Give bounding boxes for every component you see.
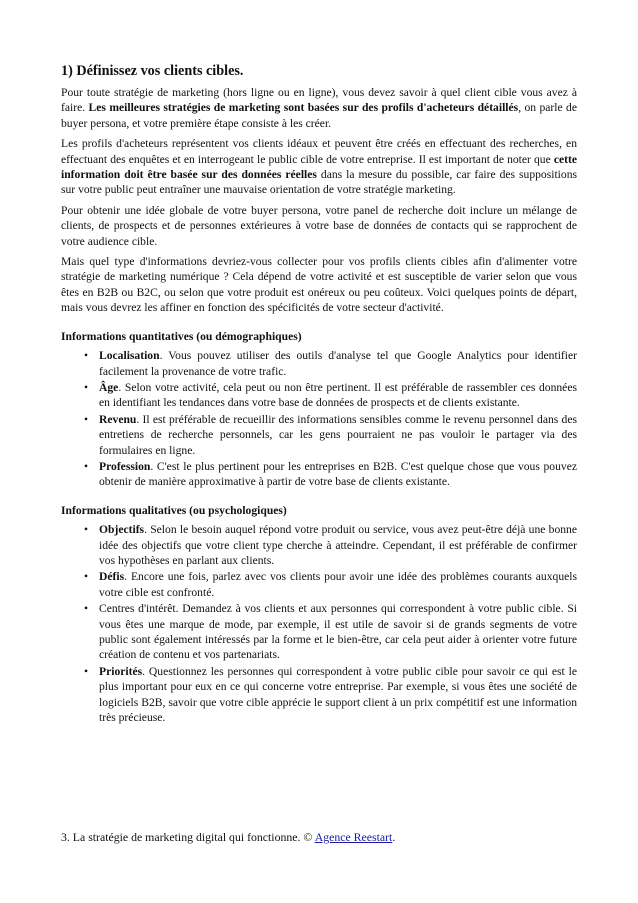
item-text: . Vous pouvez utiliser des outils d'analyse tel que Google Analytics pour identifier facilement la provenance de votre trafic. xyxy=(99,349,577,378)
bullet-icon: • xyxy=(84,523,89,537)
paragraph-information-types: Mais quel type d'informations devriez-vous collecter pour vos profils clients cibles afin d'alimenter votre stratégie de marketing numérique ? Cela dépend de votre activité et est susceptible de varier selon que vous êtes en B2B ou B2C, ou selon que votre produit est onéreux ou peu coûteux. Voici quelques points de départ, mais vous devrez les affiner en fonction des spécificités de votre secteur d'activité. xyxy=(61,255,577,315)
item-text: . Selon votre activité, cela peut ou non être pertinent. Il est préférable de rassembler ces données en identifiant les tendances dans votre base de données de prospects et de clients existante. xyxy=(99,380,577,410)
list-item xyxy=(61,380,577,411)
item-label: Revenu xyxy=(99,412,137,426)
text: Pour toute stratégie de marketing (hors ligne ou en ligne), vous devez savoir à quel client cible vous avez à faire. xyxy=(61,86,577,115)
item-text: Centres d'intérêt. Demandez à vos clients et aux personnes qui correspondent à votre public cible. Si vous êtes une marque de mode, par exemple, il est utile de savoir si de grands segments de votre public sont également intéressés par la forme et le bien-être, car cela peut aider à orienter votre future création de contenu et vos partenariats. xyxy=(99,602,577,662)
bullet-icon: • xyxy=(84,412,89,426)
item-label: Défis xyxy=(99,570,125,584)
item-text: . Questionnez les personnes qui correspondent à votre public cible pour savoir ce qui est le plus important pour eux en ce qui concerne votre entreprise. Par exemple, si vous êtes une société de logiciels B2B, savoir que votre cible apprécie le support client à un prix compétitif est une information très précieuse. xyxy=(99,664,577,725)
list-item xyxy=(61,412,577,458)
list-item xyxy=(61,569,577,600)
quantitative-title: Informations quantitatives (ou démographiques) xyxy=(61,329,302,343)
footer-caption xyxy=(61,829,577,845)
qualitative-list xyxy=(61,522,577,725)
item-text: . Il est préférable de recueillir des informations sensibles comme le revenu personnel dans des entretiens de recherche personnels, car les gens pourraient ne pas vouloir le partager via des formulaires en ligne. xyxy=(99,412,577,457)
footer-end: . xyxy=(392,830,396,844)
item-text: . C'est le plus pertinent pour les entreprises en B2B. C'est quelque chose que vous pouvez obtenir de manière approximative à partir de votre base de clients existante. xyxy=(99,459,577,489)
bullet-icon: • xyxy=(84,664,89,678)
list-item xyxy=(61,601,577,663)
item-label: Objectifs xyxy=(99,523,145,537)
list-item xyxy=(61,348,577,379)
list-item xyxy=(61,522,577,568)
bullet-icon: • xyxy=(84,349,89,363)
list-item xyxy=(61,664,577,726)
item-text: . Encore une fois, parlez avec vos clients pour avoir une idée des problèmes courants auxquels votre cible est confronté. xyxy=(99,570,577,599)
bullet-icon: • xyxy=(84,380,89,394)
item-label: Localisation xyxy=(99,349,160,363)
item-label: Profession xyxy=(99,459,151,473)
section-heading: 1) Définissez vos clients cibles. xyxy=(61,63,244,79)
agency-link[interactable]: Agence Reestart xyxy=(314,830,393,844)
item-label: Âge xyxy=(99,380,119,394)
quantitative-list xyxy=(61,348,577,490)
paragraph-intro xyxy=(61,85,577,131)
text: Les profils d'acheteurs représentent vos clients idéaux et peuvent être créés en effectuant des recherches, en effectuant des enquêtes et en interrogeant le public cible de votre entreprise. Il est important de noter que xyxy=(61,137,577,166)
footer-text: 3. La stratégie de marketing digital qui fonctionne. © xyxy=(61,830,315,844)
bold-text: Les meilleures stratégies de marketing sont basées sur des profils d'acheteurs détaillés xyxy=(88,101,519,115)
text: dans la mesure du possible, car faire des suppositions sur votre public peut entraîner une mauvaise orientation de votre stratégie marketing. xyxy=(61,168,577,197)
bullet-icon: • xyxy=(84,602,89,616)
item-label: Priorités xyxy=(99,664,143,678)
qualitative-title: Informations qualitatives (ou psychologiques) xyxy=(61,503,287,517)
bullet-icon: • xyxy=(84,459,89,473)
item-text: . Selon le besoin auquel répond votre produit ou service, vous avez peut-être déjà une bonne idée des objectifs que votre client type cherche à atteindre. Cependant, il est préférable de confirmer vos hypothèses en parlant aux clients. xyxy=(99,523,577,567)
document-body xyxy=(61,62,577,726)
text: , on parle de buyer persona, et votre première étape consiste à les créer. xyxy=(61,101,577,130)
paragraph-buyer-profiles xyxy=(61,136,577,198)
bullet-icon: • xyxy=(84,570,89,584)
bold-text: cette information doit être basée sur des données réelles xyxy=(61,152,577,182)
list-item xyxy=(61,459,577,490)
paragraph-research-panel: Pour obtenir une idée globale de votre buyer persona, votre panel de recherche doit inclure un mélange de clients, de prospects et de personnes extérieures à votre base de données de contacts qui se rapprochent de votre audience cible. xyxy=(61,203,577,248)
